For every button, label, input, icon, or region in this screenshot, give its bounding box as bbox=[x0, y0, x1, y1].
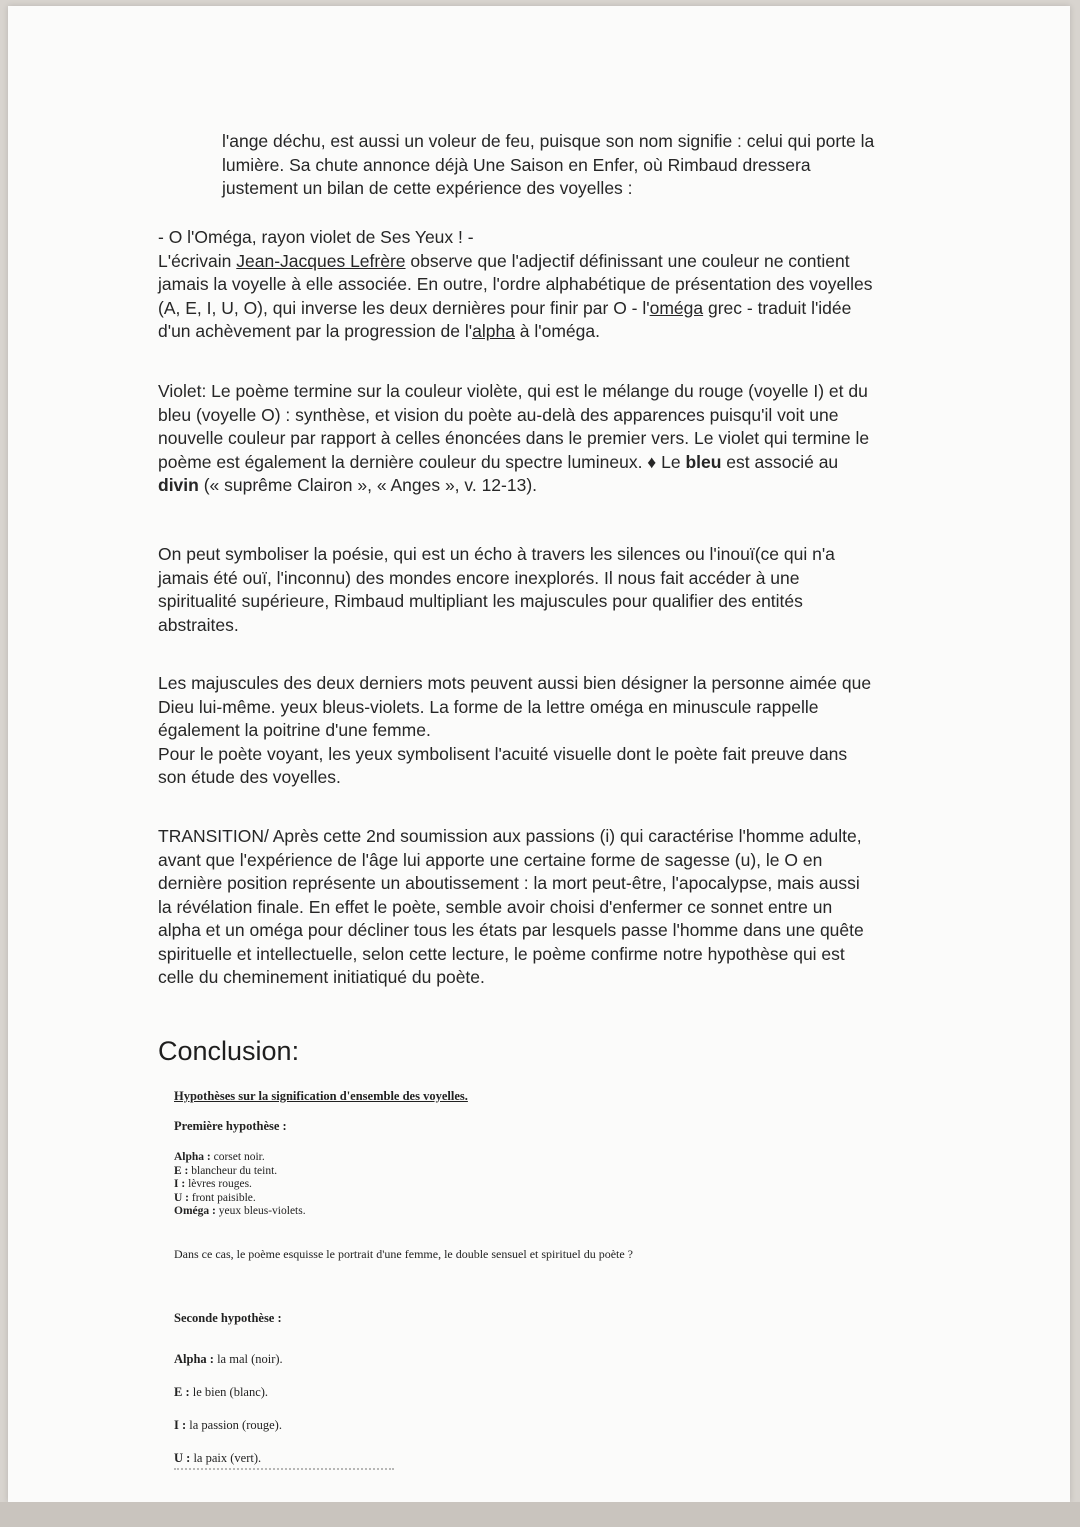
vowel-key: E : bbox=[174, 1385, 190, 1399]
intro-paragraph bbox=[222, 130, 962, 201]
text-fragment: est associé au bbox=[721, 451, 839, 472]
vowel-key: Oméga : bbox=[174, 1205, 216, 1217]
text-line bbox=[158, 320, 958, 344]
cut-off-line bbox=[174, 1468, 394, 1476]
text-line: Pour le poète voyant, les yeux symbolisent l'acuité visuelle dont le poète fait preuve dans bbox=[158, 743, 848, 764]
bold-term: bleu bbox=[685, 451, 722, 472]
first-hypothesis-conclusion: Dans ce cas, le poème esquisse le portrait d'une femme, le double sensuel et spirituel du poète ? bbox=[174, 1247, 634, 1261]
second-hypothesis-list bbox=[174, 1343, 283, 1475]
text-line: Dieu lui-même. yeux bleus-violets. La forme de la lettre oméga en minuscule rappelle bbox=[158, 696, 819, 717]
text-fragment: à l'oméga. bbox=[514, 321, 600, 341]
vowel-key: I : bbox=[174, 1178, 186, 1190]
verse-quote: - O l'Oméga, rayon violet de Ses Yeux ! - bbox=[158, 227, 474, 247]
text-line: l'ange déchu, est aussi un voleur de feu, puisque son nom signifie : celui qui porte la bbox=[222, 131, 875, 151]
text-fragment: poème est également la dernière couleur du spectre lumineux. ♦ Le bbox=[158, 451, 686, 472]
text-line: dernière position représente un aboutissement : la mort peut-être, l'apocalypse, mais aussi bbox=[158, 873, 860, 893]
vowel-value: corset noir. bbox=[210, 1151, 265, 1163]
hypotheses-title: Hypothèses sur la signification d'ensemble des voyelles. bbox=[174, 1089, 468, 1103]
text-line: lumière. Sa chute annonce déjà Une Saison en Enfer, où Rimbaud dressera bbox=[222, 154, 811, 175]
text-line: celle du cheminement initiatiqué du poète. bbox=[158, 967, 485, 987]
text-line: alpha et un oméga pour décliner tous les états par lesquels passe l'homme dans une quête bbox=[158, 920, 864, 940]
vowel-value: lèvres rouges. bbox=[185, 1178, 252, 1190]
list-item bbox=[174, 1165, 306, 1179]
text-fragment: (« suprême Clairon », « Anges », v. 12-13). bbox=[198, 475, 538, 495]
list-item bbox=[174, 1192, 306, 1206]
omega-link[interactable]: oméga bbox=[649, 297, 704, 318]
text-line bbox=[158, 250, 958, 274]
scan-edge bbox=[0, 1502, 1080, 1527]
text-line: la révélation finale. En effet le poète, semble avoir choisi d'enfermer ce sonnet entre un bbox=[158, 896, 833, 917]
conclusion-heading: Conclusion: bbox=[158, 1036, 300, 1066]
text-fragment: (A, E, I, U, O), qui inverse les deux dernières pour finir par O - l' bbox=[158, 297, 650, 318]
text-line: nouvelle couleur par rapport à celles énoncées dans le premier vers. Le violet qui termine le bbox=[158, 428, 870, 448]
text-line: TRANSITION/ Après cette 2nd soumission aux passions (i) qui caractérise l'homme adulte, bbox=[158, 826, 862, 846]
text-line: jamais la voyelle à elle associée. En outre, l'ordre alphabétique de présentation des voyelles bbox=[158, 274, 873, 294]
text-line: bleu (voyelle O) : synthèse, et vision du poète au-delà des apparences puisqu'il voit une bbox=[158, 404, 839, 425]
vowel-key: U : bbox=[174, 1191, 190, 1204]
author-name-link[interactable]: Jean-Jacques Lefrère bbox=[236, 250, 406, 271]
text-fragment: grec - traduit l'idée bbox=[703, 297, 852, 318]
text-line: On peut symboliser la poésie, qui est un écho à travers les silences ou l'inouï(ce qui n'a bbox=[158, 544, 835, 564]
transition-paragraph bbox=[158, 825, 958, 990]
poesie-paragraph bbox=[158, 543, 958, 637]
text-line: justement un bilan de cette expérience des voyelles : bbox=[222, 178, 633, 198]
vowel-value: la paix (vert). bbox=[190, 1451, 262, 1465]
text-line: spirituelle et intellectuelle, selon cette lecture, le poème confirme notre hypothèse qui est bbox=[158, 943, 845, 964]
alpha-link[interactable]: alpha bbox=[472, 321, 515, 341]
vowel-value: le bien (blanc). bbox=[189, 1385, 269, 1399]
vowel-value: yeux bleus-violets. bbox=[215, 1205, 306, 1217]
vowel-key: U : bbox=[174, 1451, 191, 1465]
bold-term: divin bbox=[158, 475, 199, 495]
vowel-key: Alpha : bbox=[174, 1352, 214, 1366]
list-item bbox=[174, 1343, 283, 1376]
text-line: jamais été ouï, l'inconnu) des mondes encore inexplorés. Il nous fait accéder à une bbox=[158, 567, 800, 588]
text-fragment: d'un achèvement par la progression de l' bbox=[158, 321, 473, 341]
vowel-value: blancheur du teint. bbox=[188, 1164, 278, 1177]
vowel-key: E : bbox=[174, 1164, 189, 1177]
text-line: Violet: Le poème termine sur la couleur violète, qui est le mélange du rouge (voyelle I) et du bbox=[158, 381, 868, 401]
first-hypothesis-list bbox=[174, 1151, 306, 1219]
vowel-key: I : bbox=[174, 1418, 187, 1432]
text-line bbox=[158, 451, 958, 475]
text-line: spiritualité supérieure, Rimbaud multipliant les majuscules pour qualifier des entités bbox=[158, 591, 803, 611]
vowel-key: Alpha : bbox=[174, 1151, 211, 1163]
text-line: son étude des voyelles. bbox=[158, 767, 341, 787]
list-item bbox=[174, 1409, 283, 1442]
second-hypothesis-label: Seconde hypothèse : bbox=[174, 1311, 282, 1325]
vowel-value: la mal (noir). bbox=[213, 1352, 283, 1366]
omega-paragraph bbox=[158, 226, 958, 344]
violet-paragraph bbox=[158, 380, 958, 498]
text-line bbox=[158, 297, 958, 321]
text-line: Les majuscules des deux derniers mots peuvent aussi bien désigner la personne aimée que bbox=[158, 673, 872, 693]
text-fragment: observe que l'adjectif définissant une couleur ne contient bbox=[405, 250, 850, 271]
text-line: également la poitrine d'une femme. bbox=[158, 720, 431, 740]
list-item bbox=[174, 1205, 306, 1219]
text-line: avant que l'expérience de l'âge lui apporte une certaine forme de sagesse (u), le O en bbox=[158, 849, 823, 870]
first-hypothesis-label: Première hypothèse : bbox=[174, 1119, 287, 1133]
text-line bbox=[158, 474, 958, 498]
list-item bbox=[174, 1178, 306, 1192]
list-item bbox=[174, 1151, 306, 1165]
text-fragment: L'écrivain bbox=[158, 250, 237, 271]
majuscules-paragraph bbox=[158, 672, 958, 790]
vowel-value: front paisible. bbox=[189, 1191, 256, 1204]
text-line: abstraites. bbox=[158, 614, 239, 635]
list-item bbox=[174, 1376, 283, 1409]
vowel-value: la passion (rouge). bbox=[186, 1418, 282, 1432]
